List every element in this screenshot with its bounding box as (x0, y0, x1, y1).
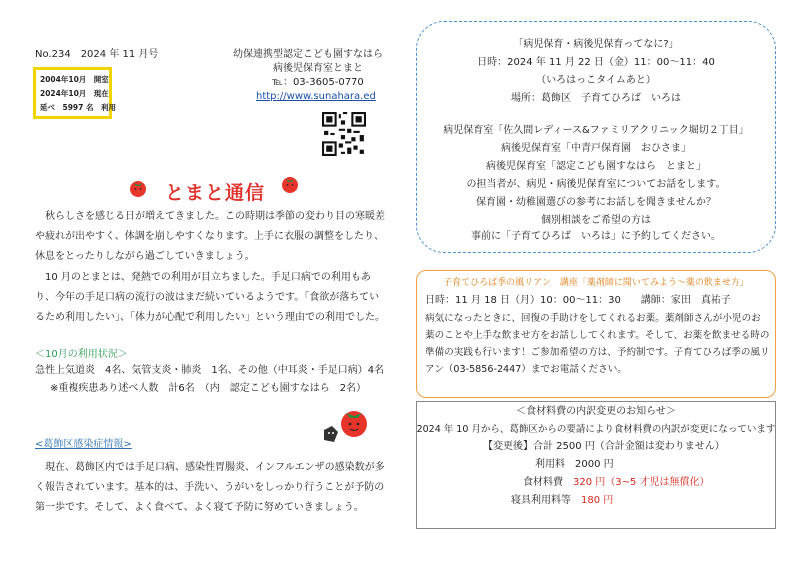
intro-paragraph: 秋らしさを感じる日が増えてきました。この時期は季節の変わり目の寒暖差や疲れが出やすく、体調を崩しやすくなります。上手に衣服の調整をしたり、休息をとったりしながら過ごしていきましょう。 (35, 211, 385, 262)
stats-line: 延べ 5997 名 利用 (40, 103, 116, 112)
qr-code-icon (322, 112, 366, 156)
event-line: 個別相談をご希望の方は (541, 215, 651, 226)
event-line: 場所：葛飾区 子育てひろば いろは (511, 93, 681, 104)
event-line: 病児保育室「佐久間レディース&ファミリアクリニック堀切２丁目」 (443, 125, 749, 136)
event-line: 事前に「子育てひろば いろは」に予約してください。 (471, 231, 721, 242)
usage-line: 急性上気道炎 4名、気管支炎・肺炎 1名、その他（中耳炎・手足口病）4名 (35, 365, 385, 376)
website-link[interactable]: http://www.sunahara.ed (256, 91, 376, 102)
tomato-characters-icon (318, 408, 374, 448)
lecture-body: 病気になったときに、回復の手助けをしてくれるお薬。薬剤師さんが小児のお薬のことや上手な飲ませ方をお話ししてくれます。そして、お薬を飲ませる時の準備の実践も行います！ご参加希望の方は、予約制です。子育てひろば季の風リアン（03-5856-2447）までお電話ください。 (425, 313, 770, 375)
event-line: 病後児保育室「中青戸保育園 おひさま」 (501, 143, 691, 154)
tomato-icon (128, 178, 148, 198)
lecture-title: 子育てひろば季の風リアン 講座「薬剤師に聞いてみよう～薬の飲ませ方」 (443, 278, 749, 288)
notice-title: ＜食材料費の内訳変更のお知らせ＞ (516, 406, 676, 417)
notice-line: 2024 年 10 月から、葛飾区からの要請により食材料費の内訳が変更になっています (416, 424, 776, 435)
issue-number: No.234 2024 年 11 月号 (35, 49, 159, 60)
infection-heading: <葛飾区感染症情報> (35, 439, 132, 450)
notice-line (511, 494, 613, 508)
tel: ℡：03-3605-0770 (272, 77, 364, 88)
notice-amount: 320 円（3~5 才児は無償化） (573, 477, 710, 488)
notice-amount: 180 円 (581, 495, 614, 506)
event-line: （いろはっこタイムあと） (536, 75, 656, 86)
stats-line: 2024年10月 現在 (40, 89, 109, 98)
tomato-icon (280, 174, 300, 194)
usage-heading: ＜10月の利用状況＞ (35, 349, 128, 360)
notice-label: 寝具利用料等 (511, 495, 581, 506)
notice-line: 【変更後】合計 2500 円（合計金額は変わりません） (483, 441, 725, 452)
event-line: 保育園・幼稚園選びの参考にお話しを聞きませんか？ (476, 197, 716, 208)
notice-label: 食材料費 (523, 477, 573, 488)
stats-line: 2004年10月 開室 (40, 75, 109, 84)
notice-line (523, 476, 710, 490)
event-line: 病後児保育室「認定こども園すなはら とまと」 (486, 161, 706, 172)
notice-line: 利用料 2000 円 (535, 459, 614, 470)
stats-box (33, 67, 116, 119)
newsletter-title: とまと通信 (165, 182, 266, 204)
infection-paragraph: 現在、葛飾区内では手足口病、感染性胃腸炎、インフルエンザの感染数が多く報告されています。基本的は、手洗い、うがいをしっかり行うことが予防の第一歩です。そして、よく食べて、よく寝て予防に努めていきましょう。 (35, 462, 385, 513)
usage-line: ※重複疾患あり述べ人数 計6名 （内 認定こども園すなはら 2名） (50, 383, 367, 394)
org-sub: 病後児保育室とまと (273, 63, 363, 74)
org-name: 幼保連携型認定こども園すなはら (233, 49, 383, 60)
intro-paragraph: 10 月のとまとは、発熱での利用が目立ちました。手足口病での利用もあり、今年の手足口病の流行の波はまだ続いているようです。「食欲が落ちているため利用したい」、「体力が心配で利用したい」という理由での利用でした。 (35, 272, 385, 323)
lecture-datetime: 日時：11 月 18 日（月）10：00～11：30 講師：家田 真祐子 (425, 295, 731, 306)
event-line: の担当者が、病児・病後児保育室についてお話をします。 (466, 179, 726, 190)
event-line: 日時：2024 年 11 月 22 日（金）11：00～11：40 (477, 57, 715, 68)
event-title: 「病児保育・病後児保育ってなに?」 (513, 39, 679, 50)
